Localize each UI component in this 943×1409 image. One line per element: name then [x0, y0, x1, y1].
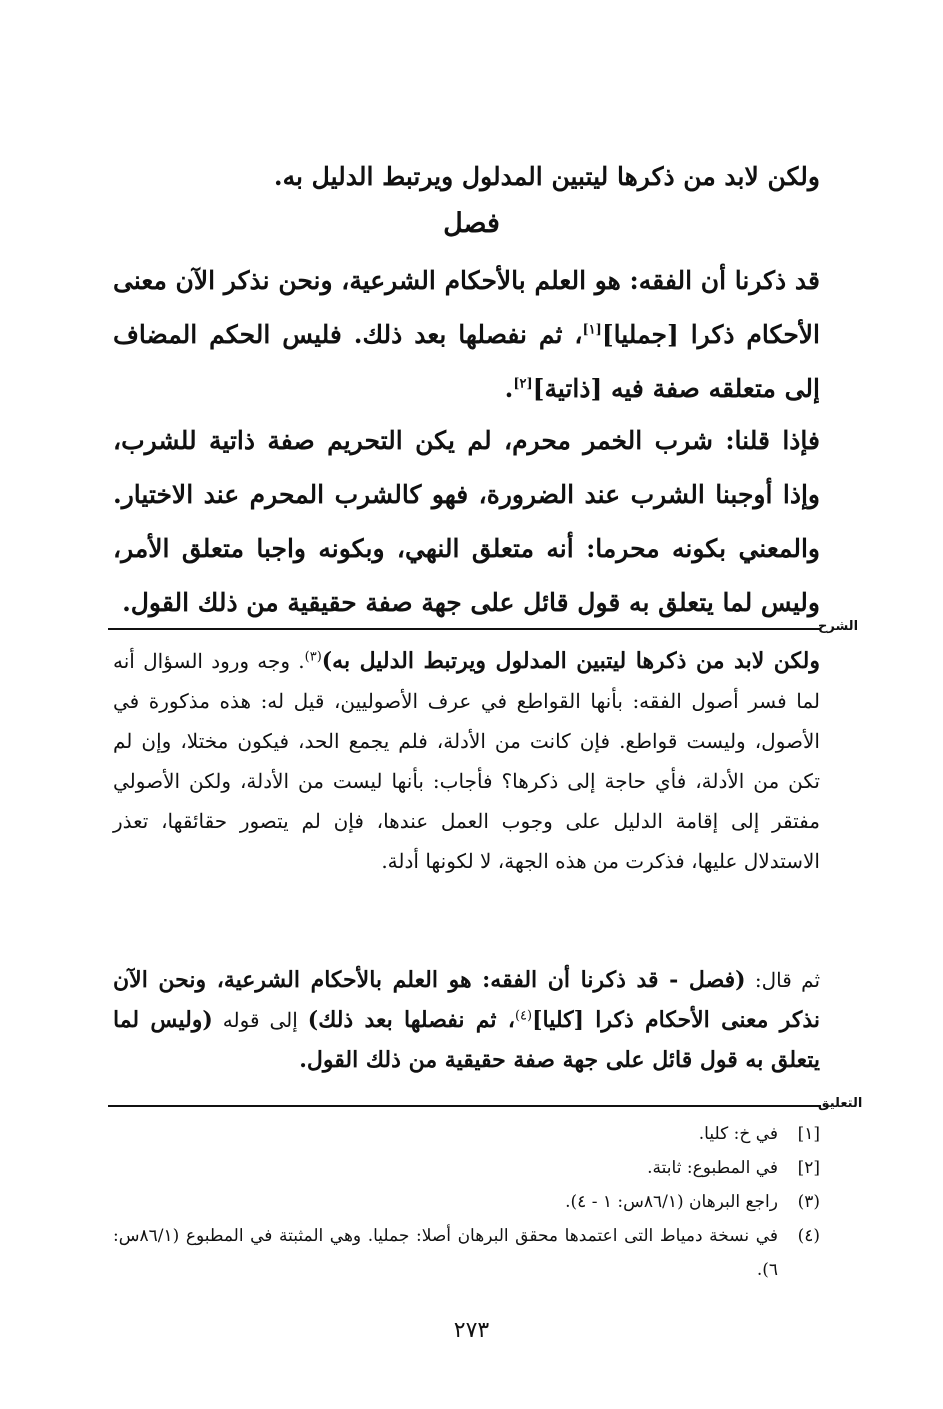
sharh-label: الشرح — [818, 619, 859, 634]
sharh-p1-body: . وجه ورود السؤال أنه لما فسر أصول الفقه: بأنها القواطع في عرف الأصوليين، قيل له: هذه مذكورة في الأصول، وليست قواطع. فإن كانت من الأدلة، فلم يجمع الحد، فيكون مختلا، وإن لم تكن من الأدلة، فأي حاجة إلى ذكرها؟ فأجاب: بأنها ليست من الأدلة، ولكن الأصولي مفتقر إلى إقامة الدليل على وجوب العمل عندها، فإن لم يتصور حقائقها، تعذر الاستدلال عليها، فذكرت من هذه الجهة، لا لكونها أدلة. — [113, 649, 820, 873]
footnote-number: [٢] — [797, 1158, 820, 1178]
sharh-p2-lead: ثم قال: — [745, 968, 821, 992]
sharh-quote-2-end: ، ثم نفصلها بعد ذلك) — [307, 1007, 515, 1033]
page-number: ٢٧٣ — [453, 1318, 490, 1343]
matn-paragraph-1 — [113, 254, 820, 416]
sharh-quote-3: (وليس لما يتعلق به قول قائل على جهة صفة حقيقية من ذلك القول. — [113, 1007, 820, 1073]
matn-p1-text-c: . — [504, 374, 514, 403]
footnote-1 — [113, 1117, 820, 1151]
footnote-3 — [113, 1185, 820, 1219]
footnote-ref-2: [٢] — [513, 376, 533, 392]
taliq-label: التعليق — [818, 1096, 863, 1111]
footnote-ref-4: (٤) — [514, 1008, 533, 1024]
footnote-number: (٤) — [797, 1226, 820, 1246]
footnote-number: [١] — [797, 1124, 820, 1144]
sharh-quote-1: ولكن لابد من ذكرها ليتبين المدلول ويرتبط الدليل به) — [321, 648, 820, 674]
matn-p1-text-b: ، ثم نفصلها بعد ذلك. فليس الحكم المضاف إلى متعلقه صفة فيه [ذاتية] — [113, 320, 820, 403]
footnote-text: راجع البرهان (٨٦/١س: ١ - ٤). — [565, 1192, 778, 1212]
footnote-text: في المطبوع: ثابتة. — [647, 1158, 778, 1178]
sharh-divider — [108, 628, 821, 630]
section-heading: فصل — [443, 208, 500, 239]
footnote-number: (٣) — [797, 1192, 820, 1212]
footnote-ref-1: [١] — [582, 322, 602, 338]
footnote-2 — [113, 1151, 820, 1185]
footnote-text: في نسخة دمياط التى اعتمدها محقق البرهان أصلا: جمليا. وهي المثبتة في المطبوع (٨٦/١س: ٦). — [113, 1226, 778, 1280]
sharh-paragraph-1 — [113, 641, 820, 881]
matn-paragraph-2: فإذا قلنا: شرب الخمر محرم، لم يكن التحريم صفة ذاتية للشرب، وإذا أوجبنا الشرب عند الضرورة، فهو كالشرب المحرم عند الاختيار. والمعني بكونه محرما: أنه متعلق النهي، وبكونه واجبا متعلق الأمر، وليس لما يتعلق به قول قائل على جهة صفة حقيقية من ذلك القول. — [113, 426, 820, 617]
matn-intro: ولكن لابد من ذكرها ليتبين المدلول ويرتبط الدليل به. — [273, 162, 820, 191]
footnote-4 — [113, 1219, 820, 1287]
footnote-text: في خ: كليا. — [698, 1124, 778, 1144]
sharh-p2-mid: إلى قوله — [212, 1008, 308, 1032]
sharh-quote-2: (فصل - قد ذكرنا أن الفقه: هو العلم بالأحكام الشرعية، ونحن الآن نذكر معنى الأحكام ذكرا [كليا] — [113, 967, 820, 1033]
matn-p1-text-a: قد ذكرنا أن الفقه: هو العلم بالأحكام الشرعية، ونحن نذكر الآن معنى الأحكام ذكرا [جمليا] — [113, 266, 820, 349]
taliq-divider — [108, 1105, 821, 1107]
sharh-paragraph-2 — [113, 960, 820, 1080]
footnote-ref-3: (٣) — [304, 649, 322, 665]
